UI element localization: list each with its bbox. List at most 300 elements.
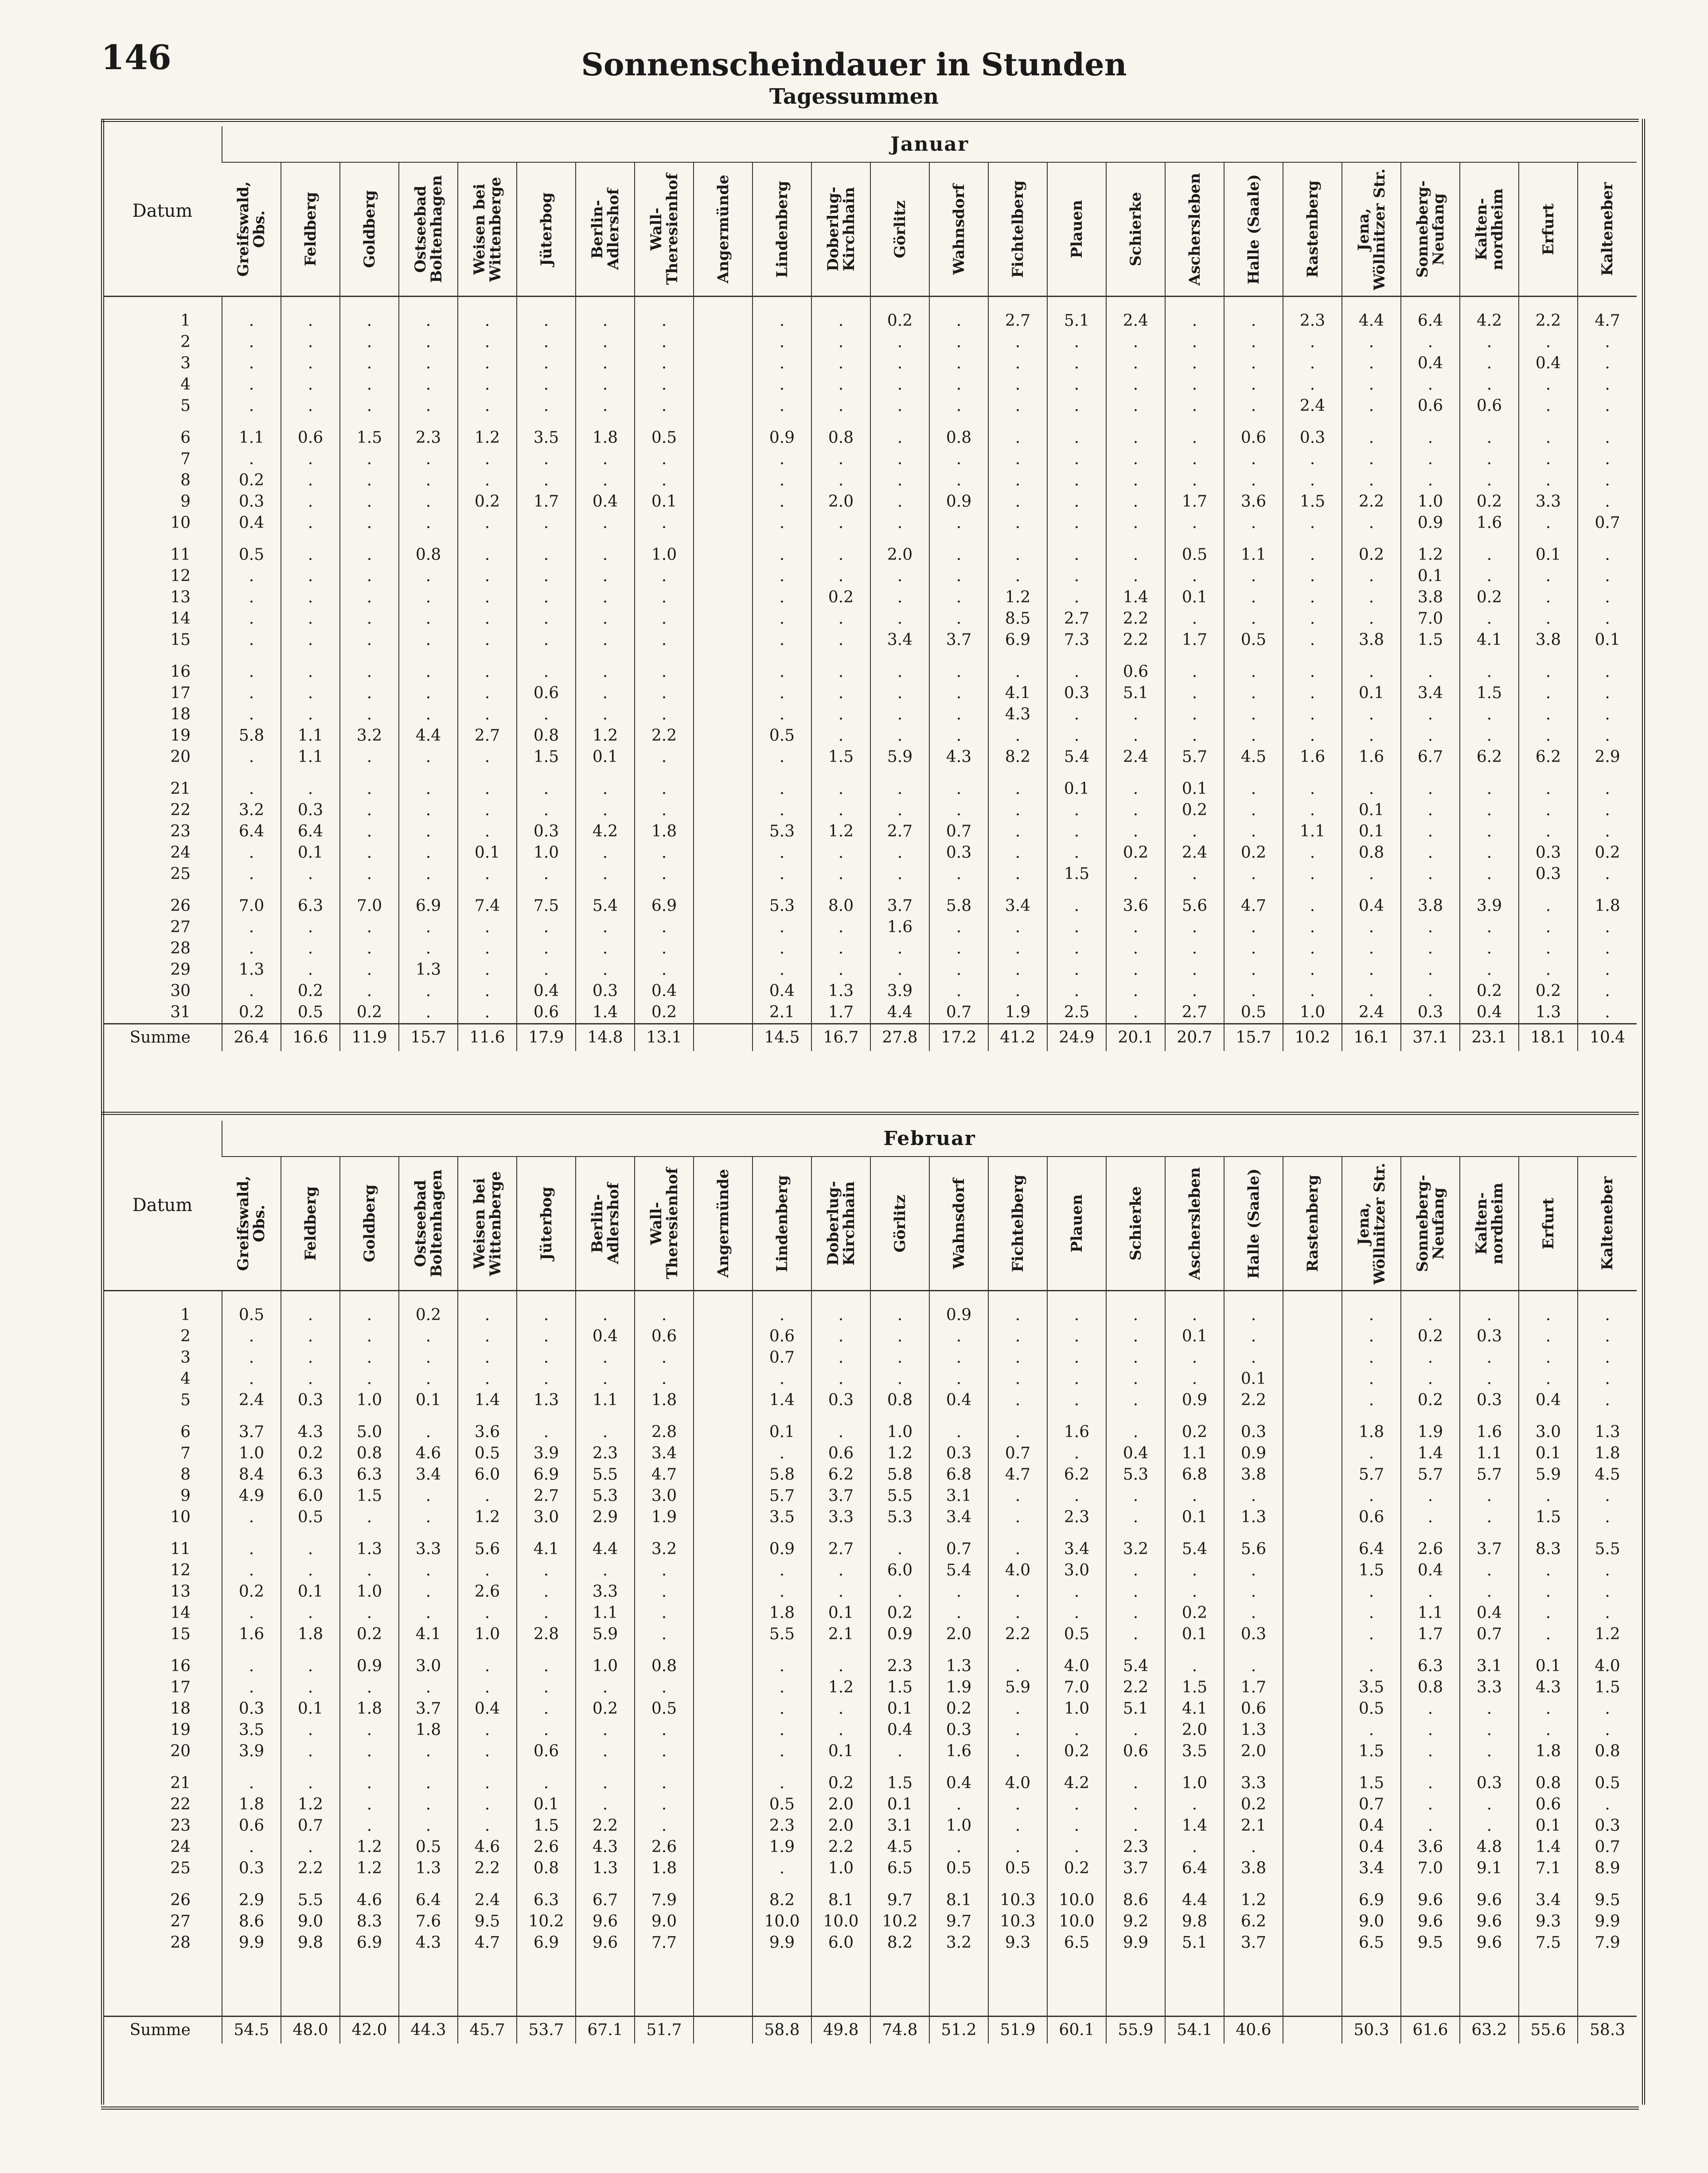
- station-header: [1578, 162, 1637, 297]
- spacer-cell: [1106, 1291, 1165, 1305]
- station-header: [1460, 162, 1519, 297]
- sunshine-value: .: [1283, 725, 1342, 746]
- sunshine-value: .: [340, 566, 399, 587]
- sunshine-value: .: [1283, 917, 1342, 938]
- spacer-cell: [281, 1762, 340, 1773]
- sunshine-value: .: [635, 1305, 694, 1326]
- sunshine-value: 9.7: [929, 1911, 988, 1932]
- spacer-cell: [694, 1762, 753, 1773]
- table-row: [103, 1837, 1637, 1858]
- sunshine-value: .: [399, 353, 458, 374]
- sunshine-value: 0.5: [281, 1507, 340, 1528]
- spacer-cell: [870, 297, 929, 311]
- sunshine-value: .: [1106, 470, 1165, 491]
- sunshine-value: .: [1106, 1720, 1165, 1741]
- sunshine-value: .: [988, 1720, 1047, 1741]
- sunshine-value: 7.5: [1519, 1932, 1578, 1954]
- sunshine-value: .: [1401, 470, 1460, 491]
- sunshine-value: .: [1047, 842, 1106, 864]
- sum-value: 15.7: [1224, 1024, 1283, 1051]
- sunshine-value: 1.7: [1224, 1677, 1283, 1698]
- spacer-cell: [1283, 1954, 1342, 2017]
- spacer-cell: [1342, 1879, 1401, 1890]
- sunshine-value: 2.9: [222, 1890, 281, 1911]
- sunshine-value: .: [1283, 629, 1342, 651]
- sunshine-value: 1.8: [1578, 895, 1637, 917]
- sunshine-value: .: [988, 1305, 1047, 1326]
- sunshine-value: 0.1: [399, 1390, 458, 1411]
- sunshine-value: .: [988, 449, 1047, 470]
- station-header: [1460, 1157, 1519, 1291]
- sunshine-value: 0.6: [1224, 1698, 1283, 1720]
- spacer-cell: [635, 885, 694, 895]
- spacer-cell: [929, 1645, 988, 1656]
- spacer-cell: [694, 1528, 753, 1539]
- sunshine-value: 0.9: [929, 491, 988, 512]
- sunshine-value: .: [1342, 1443, 1401, 1464]
- sunshine-value: .: [870, 470, 929, 491]
- sunshine-value: 0.3: [281, 800, 340, 821]
- sunshine-value: .: [340, 395, 399, 417]
- table-row: [103, 821, 1637, 842]
- sunshine-value: .: [340, 1507, 399, 1528]
- sunshine-value: 1.6: [1342, 746, 1401, 768]
- sunshine-value: .: [1519, 704, 1578, 725]
- spacer-cell: [1165, 1762, 1224, 1773]
- spacer-cell: [281, 1411, 340, 1422]
- sunshine-value: .: [1283, 608, 1342, 629]
- day-number: 17: [170, 1678, 191, 1696]
- station-header: [1106, 1157, 1165, 1291]
- sunshine-value: 0.4: [635, 981, 694, 1002]
- station-header: [1578, 1157, 1637, 1291]
- sunshine-value: .: [1106, 1390, 1165, 1411]
- spacer-cell: [988, 297, 1047, 311]
- table-row: [103, 1677, 1637, 1698]
- sunshine-value: 2.5: [1047, 1002, 1106, 1024]
- day-number: 28: [170, 939, 191, 958]
- sunshine-value: .: [1401, 1507, 1460, 1528]
- sunshine-value: 2.6: [635, 1837, 694, 1858]
- sunshine-value: .: [870, 938, 929, 959]
- sunshine-value: 3.6: [1401, 1837, 1460, 1858]
- sunshine-value: .: [222, 629, 281, 651]
- sunshine-value: 2.7: [988, 310, 1047, 332]
- sunshine-value: 6.2: [1519, 746, 1578, 768]
- day-number: 20: [170, 748, 191, 766]
- sunshine-value: .: [1165, 1837, 1224, 1858]
- sunshine-value: .: [340, 608, 399, 629]
- sunshine-value: .: [1578, 683, 1637, 704]
- sunshine-value: .: [753, 1443, 811, 1464]
- sunshine-value: 5.3: [576, 1485, 635, 1507]
- sunshine-value: 0.7: [1460, 1624, 1519, 1645]
- spacer-cell: [281, 651, 340, 661]
- sunshine-value: [1283, 1305, 1342, 1326]
- sunshine-value: 0.4: [576, 1326, 635, 1347]
- sunshine-value: 5.4: [1106, 1656, 1165, 1677]
- sunshine-value: [1283, 1624, 1342, 1645]
- station-name: Schierke: [1127, 192, 1145, 266]
- sunshine-value: 0.2: [1401, 1326, 1460, 1347]
- sunshine-value: .: [811, 374, 870, 395]
- sunshine-value: 3.9: [222, 1741, 281, 1762]
- sunshine-value: 4.4: [1342, 310, 1401, 332]
- sunshine-value: 0.6: [753, 1326, 811, 1347]
- spacer-cell: [988, 534, 1047, 544]
- sunshine-value: .: [281, 629, 340, 651]
- sunshine-value: 0.5: [1342, 1698, 1401, 1720]
- sunshine-value: .: [1224, 449, 1283, 470]
- sunshine-value: .: [399, 938, 458, 959]
- sunshine-value: .: [870, 800, 929, 821]
- sunshine-value: 4.1: [1165, 1698, 1224, 1720]
- sunshine-value: 0.3: [1519, 864, 1578, 885]
- sunshine-value: .: [1519, 1368, 1578, 1390]
- sunshine-value: [694, 1602, 753, 1624]
- sunshine-value: 3.3: [1224, 1773, 1283, 1794]
- sunshine-value: .: [1460, 449, 1519, 470]
- spacer-cell: [1342, 1645, 1401, 1656]
- sunshine-value: .: [281, 1837, 340, 1858]
- sunshine-value: .: [929, 1602, 988, 1624]
- sunshine-value: .: [1342, 1390, 1401, 1411]
- spacer-cell: [694, 1879, 753, 1890]
- spacer-cell: [1047, 1645, 1106, 1656]
- sunshine-value: .: [753, 661, 811, 683]
- spacer-cell: [870, 1954, 929, 2017]
- sunshine-value: [694, 938, 753, 959]
- sunshine-value: .: [1519, 1560, 1578, 1581]
- sunshine-value: 1.7: [1165, 629, 1224, 651]
- spacer-cell: [576, 1879, 635, 1890]
- sunshine-value: 0.2: [1460, 981, 1519, 1002]
- spacer-cell: [1342, 1762, 1401, 1773]
- sunshine-value: 0.3: [1224, 1422, 1283, 1443]
- sunshine-value: .: [753, 959, 811, 981]
- sunshine-value: .: [222, 1656, 281, 1677]
- table-row: [103, 1560, 1637, 1581]
- sum-value: 74.8: [870, 2017, 929, 2044]
- sunshine-value: .: [929, 395, 988, 417]
- table-row: [103, 1741, 1637, 1762]
- table-row: [103, 981, 1637, 1002]
- sunshine-value: .: [1519, 1485, 1578, 1507]
- sunshine-value: 1.8: [281, 1624, 340, 1645]
- sunshine-value: .: [576, 470, 635, 491]
- spacer-cell: [281, 1645, 340, 1656]
- sunshine-value: .: [458, 310, 517, 332]
- sunshine-value: 0.6: [1519, 1794, 1578, 1815]
- sunshine-value: .: [1106, 1773, 1165, 1794]
- spacer-cell: [1047, 651, 1106, 661]
- table-row: [103, 683, 1637, 704]
- sunshine-value: 9.1: [1460, 1858, 1519, 1879]
- sunshine-value: .: [1106, 449, 1165, 470]
- sunshine-value: 7.5: [517, 895, 576, 917]
- day-number: 25: [170, 865, 191, 883]
- sunshine-value: .: [222, 353, 281, 374]
- sum-value: 16.1: [1342, 1024, 1401, 1051]
- spacer-cell: [222, 1291, 281, 1305]
- sunshine-value: .: [1165, 683, 1224, 704]
- sunshine-value: .: [1283, 778, 1342, 800]
- sunshine-value: .: [753, 587, 811, 608]
- sunshine-value: .: [576, 544, 635, 566]
- sunshine-value: .: [1047, 1347, 1106, 1368]
- sunshine-value: 1.3: [399, 959, 458, 981]
- sunshine-value: .: [1047, 821, 1106, 842]
- sunshine-value: .: [988, 1326, 1047, 1347]
- sunshine-value: 3.2: [340, 725, 399, 746]
- sunshine-value: 3.3: [1460, 1677, 1519, 1698]
- sunshine-value: 8.2: [988, 746, 1047, 768]
- sunshine-value: 3.3: [1519, 491, 1578, 512]
- sunshine-value: .: [1519, 1624, 1578, 1645]
- sunshine-value: [1283, 1602, 1342, 1624]
- spacer-cell: [458, 417, 517, 427]
- sunshine-value: 3.7: [1460, 1539, 1519, 1560]
- sunshine-value: 0.3: [222, 491, 281, 512]
- sunshine-value: .: [340, 1773, 399, 1794]
- sunshine-value: 0.5: [988, 1858, 1047, 1879]
- table-row: [103, 938, 1637, 959]
- spacer-cell: [1578, 1645, 1637, 1656]
- sunshine-value: .: [1224, 587, 1283, 608]
- station-name: Greifswald, Obs.: [234, 1176, 268, 1271]
- sunshine-value: .: [635, 470, 694, 491]
- spacer-cell: [340, 1291, 399, 1305]
- spacer-cell: [811, 1762, 870, 1773]
- table-row: [103, 470, 1637, 491]
- sunshine-value: 4.4: [576, 1539, 635, 1560]
- sunshine-value: .: [811, 959, 870, 981]
- spacer-cell: [1106, 417, 1165, 427]
- table-row: [103, 1815, 1637, 1837]
- sunshine-value: .: [753, 629, 811, 651]
- station-name: Ostseebad Boltenhagen: [411, 175, 445, 283]
- sunshine-value: .: [1106, 864, 1165, 885]
- sunshine-value: 0.6: [1224, 427, 1283, 449]
- sunshine-value: .: [1401, 800, 1460, 821]
- sunshine-value: 3.4: [1519, 1890, 1578, 1911]
- sunshine-value: 0.3: [576, 981, 635, 1002]
- spacer-cell: [988, 768, 1047, 778]
- day-number: 29: [170, 961, 191, 979]
- sunshine-value: .: [1460, 938, 1519, 959]
- sunshine-value: 2.7: [1165, 1002, 1224, 1024]
- sunshine-value: .: [399, 1002, 458, 1024]
- station-header: [458, 1157, 517, 1291]
- sunshine-value: .: [222, 1773, 281, 1794]
- sunshine-value: .: [1460, 1794, 1519, 1815]
- sunshine-value: 0.2: [222, 470, 281, 491]
- sunshine-value: 1.6: [1283, 746, 1342, 768]
- sunshine-value: 0.7: [1578, 1837, 1637, 1858]
- spacer-cell: [1106, 651, 1165, 661]
- spacer-cell: [694, 1645, 753, 1656]
- sunshine-value: .: [458, 587, 517, 608]
- sunshine-value: .: [753, 778, 811, 800]
- sunshine-value: 0.6: [517, 683, 576, 704]
- sunshine-value: 1.6: [222, 1624, 281, 1645]
- sunshine-value: .: [458, 374, 517, 395]
- sunshine-value: .: [1165, 864, 1224, 885]
- station-name: Greifswald, Obs.: [234, 181, 268, 277]
- sunshine-value: .: [1047, 704, 1106, 725]
- sunshine-value: [694, 1390, 753, 1411]
- sum-value: 14.5: [753, 1024, 811, 1051]
- sunshine-value: 9.9: [222, 1932, 281, 1954]
- sum-label: Summe: [103, 2017, 222, 2044]
- sunshine-value: .: [1401, 959, 1460, 981]
- sunshine-value: .: [1519, 470, 1578, 491]
- day-number: 2: [180, 1327, 191, 1345]
- sunshine-value: 3.3: [811, 1507, 870, 1528]
- spacer-cell: [988, 1879, 1047, 1890]
- sunshine-value: .: [576, 374, 635, 395]
- sunshine-value: .: [1460, 332, 1519, 353]
- sunshine-value: .: [576, 938, 635, 959]
- sunshine-value: [694, 1815, 753, 1837]
- sunshine-value: 7.0: [340, 895, 399, 917]
- sunshine-value: 4.3: [1519, 1677, 1578, 1698]
- sunshine-value: .: [222, 395, 281, 417]
- sunshine-value: 2.6: [517, 1837, 576, 1858]
- sunshine-value: .: [458, 608, 517, 629]
- sunshine-value: .: [1342, 917, 1401, 938]
- sunshine-value: 0.6: [1106, 661, 1165, 683]
- sunshine-value: 0.2: [340, 1624, 399, 1645]
- sunshine-value: .: [1224, 661, 1283, 683]
- sunshine-value: .: [1283, 544, 1342, 566]
- sunshine-value: .: [340, 746, 399, 768]
- sunshine-value: .: [811, 395, 870, 417]
- sunshine-value: 1.1: [1165, 1443, 1224, 1464]
- spacer-cell: [1519, 1411, 1578, 1422]
- sunshine-value: .: [1165, 704, 1224, 725]
- sunshine-value: .: [870, 778, 929, 800]
- spacer-cell: [929, 885, 988, 895]
- sunshine-value: 2.4: [1106, 746, 1165, 768]
- sunshine-value: 0.8: [635, 1656, 694, 1677]
- sunshine-value: .: [399, 1794, 458, 1815]
- day-number: 3: [180, 1348, 191, 1367]
- sunshine-value: .: [458, 683, 517, 704]
- sunshine-value: 9.8: [281, 1932, 340, 1954]
- sunshine-value: .: [281, 332, 340, 353]
- sunshine-value: .: [1047, 1815, 1106, 1837]
- sunshine-value: .: [1224, 725, 1283, 746]
- sunshine-value: .: [1047, 512, 1106, 534]
- sunshine-value: 0.8: [870, 1390, 929, 1411]
- sunshine-value: .: [1401, 778, 1460, 800]
- sunshine-value: 9.6: [1401, 1911, 1460, 1932]
- sunshine-value: [694, 1858, 753, 1879]
- sunshine-value: .: [458, 917, 517, 938]
- sunshine-value: .: [340, 353, 399, 374]
- sunshine-value: .: [870, 566, 929, 587]
- sunshine-value: 2.8: [635, 1422, 694, 1443]
- sunshine-value: .: [399, 683, 458, 704]
- sunshine-value: [1283, 1911, 1342, 1932]
- station-name: Goldberg: [360, 1184, 378, 1262]
- sunshine-value: .: [1047, 449, 1106, 470]
- spacer-cell: [1106, 534, 1165, 544]
- sunshine-value: 0.1: [1165, 778, 1224, 800]
- sunshine-value: .: [222, 864, 281, 885]
- spacer-cell: [1165, 1645, 1224, 1656]
- spacer-cell: [694, 1411, 753, 1422]
- sum-value: 49.8: [811, 2017, 870, 2044]
- sunshine-value: 2.2: [576, 1815, 635, 1837]
- sunshine-value: [1283, 1443, 1342, 1464]
- sunshine-value: .: [517, 1656, 576, 1677]
- sunshine-value: 0.2: [1047, 1741, 1106, 1762]
- sunshine-value: 3.8: [1401, 587, 1460, 608]
- spacer-cell: [1519, 297, 1578, 311]
- sunshine-value: 0.3: [222, 1858, 281, 1879]
- sunshine-value: 0.8: [399, 544, 458, 566]
- spacer-cell: [1401, 885, 1460, 895]
- sunshine-value: 3.4: [399, 1464, 458, 1485]
- spacer-cell: [1342, 651, 1401, 661]
- sunshine-value: 1.0: [340, 1581, 399, 1602]
- sunshine-value: .: [458, 449, 517, 470]
- spacer-cell: [1460, 768, 1519, 778]
- sunshine-value: .: [811, 917, 870, 938]
- sunshine-value: .: [635, 395, 694, 417]
- table-row: [103, 566, 1637, 587]
- sunshine-value: 1.2: [811, 821, 870, 842]
- sunshine-value: 1.1: [222, 427, 281, 449]
- spacer-cell: [340, 1528, 399, 1539]
- sunshine-value: 4.0: [1578, 1656, 1637, 1677]
- day-number: 14: [170, 610, 191, 628]
- sunshine-value: [694, 332, 753, 353]
- day-number: 4: [180, 375, 191, 394]
- sunshine-value: 1.5: [517, 746, 576, 768]
- station-header: [1283, 162, 1342, 297]
- sunshine-value: 3.2: [1106, 1539, 1165, 1560]
- sunshine-value: 0.1: [870, 1698, 929, 1720]
- sunshine-value: .: [811, 1560, 870, 1581]
- sum-value: 11.6: [458, 1024, 517, 1051]
- sunshine-value: 2.4: [1106, 310, 1165, 332]
- sunshine-value: .: [1224, 470, 1283, 491]
- sunshine-value: 0.6: [1401, 395, 1460, 417]
- sunshine-value: 2.2: [988, 1624, 1047, 1645]
- spacer-cell: [1106, 1528, 1165, 1539]
- sunshine-value: .: [870, 1347, 929, 1368]
- day-number: 13: [170, 588, 191, 606]
- sunshine-value: 1.5: [1342, 1773, 1401, 1794]
- sunshine-value: .: [1460, 1507, 1519, 1528]
- sunshine-value: .: [1106, 1002, 1165, 1024]
- spacer-cell: [458, 1291, 517, 1305]
- sunshine-value: .: [1106, 512, 1165, 534]
- spacer-cell: [811, 1954, 870, 2017]
- sunshine-value: 4.3: [399, 1932, 458, 1954]
- sunshine-value: .: [281, 1656, 340, 1677]
- sunshine-value: .: [458, 864, 517, 885]
- sunshine-value: .: [811, 1305, 870, 1326]
- sunshine-value: 2.4: [1165, 842, 1224, 864]
- sunshine-value: 5.9: [988, 1677, 1047, 1698]
- sunshine-value: .: [1519, 1602, 1578, 1624]
- sunshine-value: 9.6: [1460, 1932, 1519, 1954]
- sunshine-value: 9.8: [1165, 1911, 1224, 1932]
